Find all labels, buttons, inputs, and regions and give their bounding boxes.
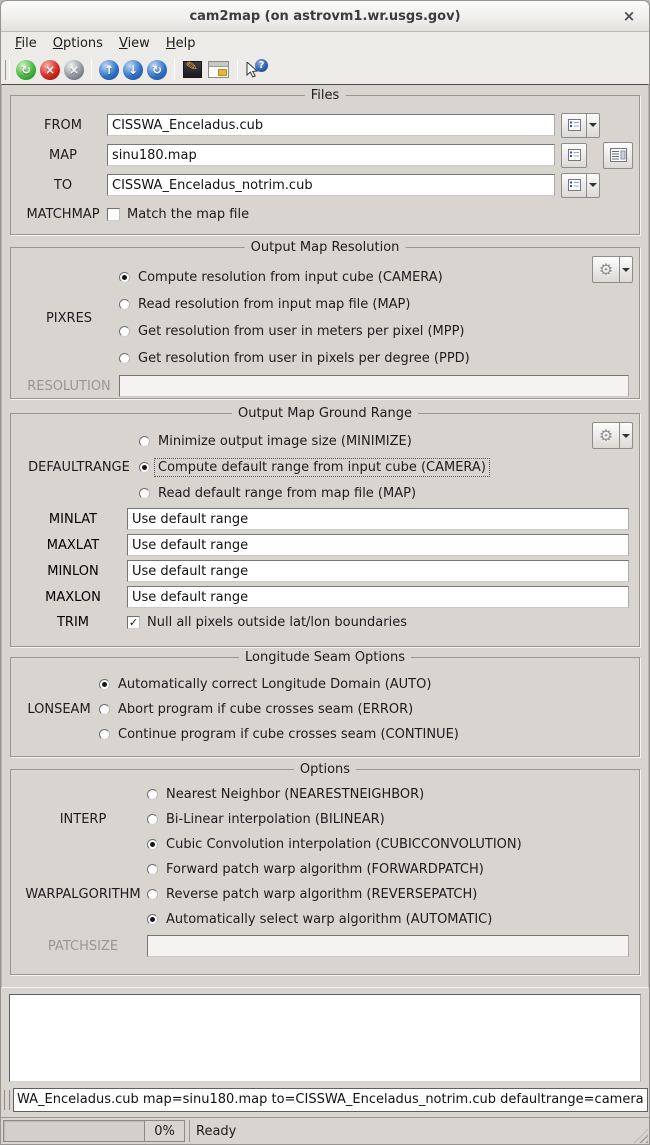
trim-text: Null all pixels outside lat/lon boundaries (147, 614, 407, 630)
pixres-option-camera[interactable]: Compute resolution from input cube (CAMERA) (119, 264, 631, 291)
progress-bar (3, 1120, 185, 1142)
resolution-advanced-button[interactable] (592, 256, 633, 283)
radio-icon (119, 272, 130, 283)
interp-option-nearest[interactable]: Nearest Neighbor (NEARESTNEIGHBOR) (147, 782, 631, 807)
interp-option-cubic[interactable]: Cubic Convolution interpolation (CUBICCONVOLUTION) (147, 832, 631, 857)
status-message: Ready (189, 1120, 634, 1142)
patchsize-input[interactable] (147, 935, 629, 957)
file-dialog-icon (561, 113, 587, 138)
to-label: TO (53, 177, 73, 193)
map-label: MAP (49, 147, 77, 163)
resolution-group-title: Output Map Resolution (245, 240, 406, 255)
ground-range-advanced-button[interactable] (592, 422, 633, 449)
trim-row (19, 610, 631, 634)
files-group-title: Files (305, 88, 346, 103)
command-window-button[interactable] (208, 61, 229, 78)
radio-icon (99, 704, 110, 715)
from-browse-button[interactable] (561, 113, 600, 138)
file-dialog-icon (561, 173, 587, 198)
radio-icon (119, 353, 130, 364)
maxlon-label: MAXLON (45, 589, 101, 605)
to-input[interactable] (107, 174, 555, 196)
resolution-group (10, 240, 640, 399)
radio-icon (99, 679, 110, 690)
options-group-title: Options (294, 762, 356, 777)
dropdown-arrow-icon (587, 173, 600, 198)
options-group (10, 762, 640, 975)
minlon-input[interactable] (127, 560, 629, 582)
resolution-input[interactable] (119, 375, 629, 397)
resolution-row (19, 372, 631, 400)
pixres-option-mpp[interactable]: Get resolution from user in meters per pixel (MPP) (119, 318, 631, 345)
redo-button[interactable] (147, 60, 167, 80)
run-button[interactable] (16, 60, 36, 80)
parameter-area (1, 84, 649, 988)
minlat-input[interactable] (127, 508, 629, 530)
radio-icon (147, 839, 158, 850)
map-input[interactable] (107, 144, 555, 166)
command-line-grip[interactable] (4, 1090, 10, 1110)
menu-view[interactable]: View (118, 36, 150, 51)
close-gui-icon: × (68, 62, 80, 77)
statusbar (1, 1117, 649, 1144)
save-log-button[interactable] (183, 57, 202, 78)
map-template-button[interactable] (603, 142, 633, 169)
history-up-button[interactable] (99, 60, 119, 80)
lonseam-option-continue[interactable]: Continue program if cube crosses seam (CONTINUE) (99, 722, 631, 747)
redo-icon: ↻ (151, 62, 163, 77)
pencil-icon: ✎ (184, 57, 200, 77)
log-output-area (9, 994, 641, 1082)
maxlat-label: MAXLAT (46, 537, 100, 553)
radio-icon (147, 814, 158, 825)
radio-icon (119, 299, 130, 310)
warpalgorithm-label: WARPALGORITHM (25, 887, 141, 902)
defaultrange-option-map[interactable]: Read default range from map file (MAP) (139, 480, 631, 506)
lonseam-label: LONSEAM (27, 702, 91, 717)
menu-help[interactable]: Help (165, 36, 196, 51)
run-icon: ↻ (20, 62, 32, 77)
radio-icon (139, 436, 150, 447)
minlon-row (19, 558, 631, 584)
close-gui-button[interactable] (64, 60, 84, 80)
trim-label: TRIM (56, 614, 90, 630)
radio-icon (147, 864, 158, 875)
titlebar (1, 1, 649, 32)
warp-option-automatic[interactable]: Automatically select warp algorithm (AUTOMATIC) (147, 907, 631, 932)
toolbar-separator (174, 59, 175, 80)
map-browse-button[interactable] (561, 143, 587, 168)
patchsize-label: PATCHSIZE (47, 938, 119, 954)
defaultrange-label: DEFAULTRANGE (28, 459, 130, 475)
window-title: cam2map (on astrovm1.wr.usgs.gov) (189, 8, 461, 24)
history-up-icon: ↑ (103, 62, 115, 77)
command-line-row (2, 1086, 648, 1113)
matchmap-label: MATCHMAP (26, 206, 100, 222)
gear-icon: ⚙ (592, 256, 620, 283)
pixres-option-ppd[interactable]: Get resolution from user in pixels per degree (PPD) (119, 345, 631, 372)
from-row (19, 110, 631, 140)
map-row (19, 140, 631, 170)
warp-option-forward[interactable]: Forward patch warp algorithm (FORWARDPATCH) (147, 857, 631, 882)
from-input[interactable] (107, 114, 555, 136)
radio-icon (147, 914, 158, 925)
menu-options[interactable]: Options (52, 36, 103, 51)
progress-percent: 0% (144, 1121, 184, 1141)
defaultrange-option-camera[interactable]: Compute default range from input cube (CAMERA) (139, 454, 631, 480)
radio-icon (147, 789, 158, 800)
minlat-label: MINLAT (48, 511, 98, 527)
menu-file[interactable]: File (15, 36, 37, 51)
toolbar-separator (237, 59, 238, 80)
check-icon: ✓ (128, 615, 139, 629)
to-row (19, 170, 631, 200)
radio-icon (147, 889, 158, 900)
files-group (10, 88, 640, 235)
ground-range-group-title: Output Map Ground Range (232, 406, 418, 421)
minlat-row (19, 506, 631, 532)
patchsize-row (19, 932, 631, 960)
resize-grip[interactable] (634, 1129, 648, 1143)
maxlat-row (19, 532, 631, 558)
lonseam-group (10, 650, 640, 757)
radio-icon (139, 462, 150, 473)
resolution-label: RESOLUTION (27, 378, 111, 394)
history-down-icon: ↓ (127, 62, 139, 77)
maxlon-input[interactable] (127, 586, 629, 608)
question-icon: ? (255, 59, 268, 72)
grid-icon (610, 148, 627, 162)
stop-button[interactable] (40, 60, 60, 80)
maxlon-row (19, 584, 631, 610)
gear-icon: ⚙ (592, 422, 620, 449)
whats-this-button[interactable] (246, 60, 268, 80)
toolbar-separator (91, 59, 92, 80)
radio-icon (139, 488, 150, 499)
lonseam-option-auto[interactable]: Automatically correct Longitude Domain (AUTO) (99, 672, 631, 697)
radio-icon (119, 326, 130, 337)
dropdown-arrow-icon (587, 113, 600, 138)
history-down-button[interactable] (123, 60, 143, 80)
pixres-option-map[interactable]: Read resolution from input map file (MAP) (119, 291, 631, 318)
pixres-label: PIXRES (45, 310, 93, 326)
to-browse-button[interactable] (561, 173, 600, 198)
from-label: FROM (44, 117, 82, 133)
matchmap-checkbox[interactable] (107, 208, 120, 221)
menubar (1, 32, 649, 55)
stop-icon: × (44, 62, 56, 77)
toolbar-grip[interactable] (5, 60, 10, 80)
matchmap-text: Match the map file (127, 206, 250, 222)
trim-checkbox[interactable] (127, 616, 140, 629)
lonseam-option-error[interactable]: Abort program if cube crosses seam (ERROR) (99, 697, 631, 722)
file-dialog-icon (561, 143, 587, 168)
ground-range-group (10, 406, 640, 647)
warp-option-reverse[interactable]: Reverse patch warp algorithm (REVERSEPATCH) (147, 882, 631, 907)
toolbar (1, 55, 649, 84)
minlon-label: MINLON (47, 563, 99, 579)
dropdown-arrow-icon (620, 422, 633, 449)
close-button[interactable] (619, 6, 639, 26)
dropdown-arrow-icon (620, 256, 633, 283)
radio-icon (99, 729, 110, 740)
defaultrange-option-minimize[interactable]: Minimize output image size (MINIMIZE) (139, 428, 631, 454)
close-icon: × (622, 7, 636, 25)
interp-option-bilinear[interactable]: Bi-Linear interpolation (BILINEAR) (147, 807, 631, 832)
command-line-input[interactable] (13, 1088, 648, 1112)
interp-label: INTERP (59, 812, 107, 827)
matchmap-row (19, 200, 631, 228)
lonseam-group-title: Longitude Seam Options (239, 650, 411, 665)
maxlat-input[interactable] (127, 534, 629, 556)
progress-track (4, 1121, 144, 1141)
